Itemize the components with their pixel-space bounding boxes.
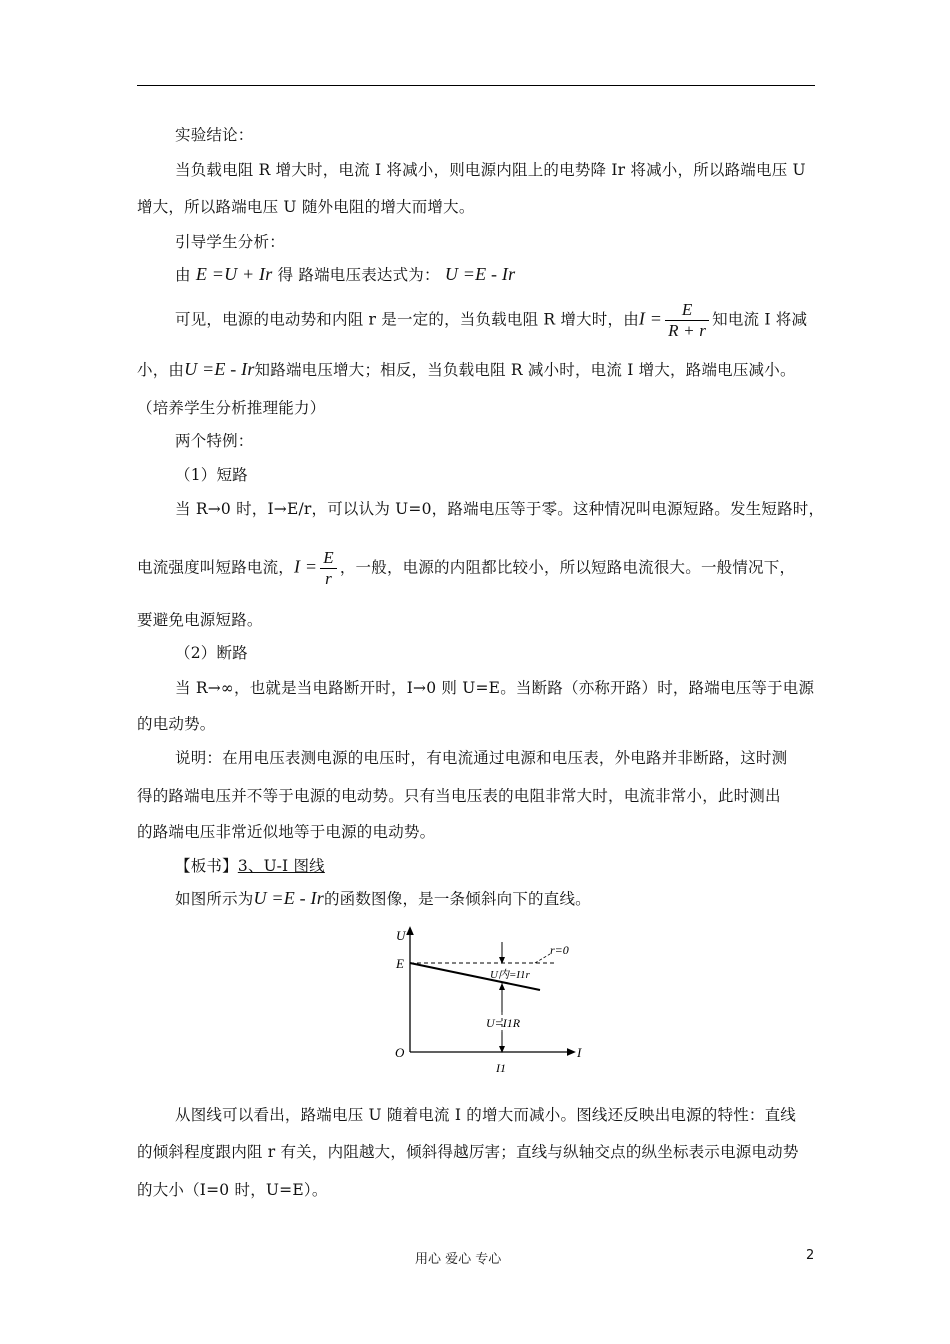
text-run: 知路端电压增大；相反，当负载电阻 R 减小时，电流 I 增大，路端电压减小。	[254, 361, 796, 379]
formula: I =	[294, 556, 318, 577]
r0-leader	[535, 954, 550, 963]
page-number: 2	[806, 1248, 815, 1263]
r0-label: r=0	[550, 943, 569, 957]
text-run: 由	[175, 266, 191, 284]
text-run: 的函数图像，是一条倾斜向下的直线。	[323, 890, 591, 908]
paragraph-line: 当 R→∞，也就是当电路断开时，I→0 则 U=E。当断路（亦称开路）时，路端电压等于电源	[175, 679, 815, 697]
i1-label: I1	[496, 1061, 506, 1075]
u-label: U=I1R	[486, 1016, 521, 1030]
fraction-numerator: E	[665, 300, 709, 321]
formula: U =E - Ir	[253, 888, 324, 908]
paragraph-line: 当负载电阻 R 增大时，电流 I 将减小，则电源内阻上的电势降 Ir 将减小，所以路端电压 U	[175, 161, 806, 179]
cases-heading: 两个特例：	[175, 432, 254, 450]
text-run: 电流强度叫短路电流，	[137, 558, 295, 577]
board-label: 【板书】	[175, 857, 238, 875]
u-axis-label: U	[396, 928, 406, 943]
text-run: 可见，电源的电动势和内阻 r 是一定的，当负载电阻 R 增大时，由	[175, 310, 639, 329]
formula-line	[175, 263, 855, 286]
analysis-heading: 引导学生分析：	[175, 233, 285, 251]
paragraph-line: 得的路端电压并不等于电源的电动势。只有当电压表的电阻非常大时，电流非常小，此时测出	[137, 787, 781, 805]
board-title: 3、U-I 图线	[237, 857, 325, 875]
paragraph-line: 说明：在用电压表测电源的电压时，有电流通过电源和电压表，外电路并非断路，这时测	[175, 749, 788, 767]
formula: I =	[638, 308, 663, 329]
paragraph-line: 的路端电压非常近似地等于电源的电动势。	[137, 823, 436, 841]
header-rule	[137, 85, 815, 86]
origin-label: O	[395, 1045, 405, 1060]
paragraph-line	[137, 358, 817, 381]
paragraph-line: 的倾斜程度跟内阻 r 有关，内阻越大，倾斜得越厉害；直线与纵轴交点的纵坐标表示电源电动势	[137, 1143, 799, 1161]
paragraph-line: （培养学生分析推理能力）	[137, 399, 326, 417]
text-run: 知电流 I 将减	[712, 310, 808, 329]
formula: U =E - Ir	[444, 264, 516, 284]
paragraph-line: 从图线可以看出，路端电压 U 随着电流 I 的增大而减小。图线还反映出电源的特性：直线	[175, 1106, 796, 1124]
text-run: 如图所示为	[175, 890, 254, 908]
case-heading: （1）短路	[175, 466, 248, 484]
fraction-denominator: R + r	[668, 321, 707, 340]
fraction-denominator: r	[325, 569, 332, 588]
board-note	[175, 855, 855, 877]
paragraph-line: 增大，所以路端电压 U 随外电阻的增大而增大。	[137, 198, 475, 216]
u-i-graph	[390, 924, 600, 1082]
paragraph-line: 的电动势。	[137, 715, 216, 733]
conclusion-heading: 实验结论：	[175, 126, 254, 144]
fraction	[665, 300, 709, 341]
paragraph-line: 的大小（I=0 时，U=E）。	[137, 1181, 328, 1199]
case-heading: （2）断路	[175, 644, 248, 662]
paragraph-line: 要避免电源短路。	[137, 611, 263, 629]
fraction-numerator: E	[320, 548, 337, 569]
text-run: ，一般，电源的内阻都比较小，所以短路电流很大。一般情况下，	[339, 558, 796, 577]
text-run: 得 路端电压表达式为：	[277, 266, 440, 284]
formula: U =E - Ir	[184, 359, 255, 379]
formula: E =U + Ir	[195, 264, 273, 284]
paragraph-line: 当 R→0 时，I→E/r，可以认为 U=0，路端电压等于零。这种情况叫电源短路。发生短路时，	[175, 500, 825, 518]
i-axis-label: I	[577, 1045, 582, 1060]
paragraph-line	[137, 548, 817, 589]
e-label: E	[396, 956, 404, 971]
fraction	[320, 548, 337, 589]
footer-motto: 用心 爱心 专心	[415, 1252, 502, 1267]
paragraph-line	[175, 300, 855, 341]
formula-line	[175, 887, 855, 910]
text-run: 小，由	[137, 361, 185, 379]
uin-label: U内=I1r	[490, 969, 530, 981]
